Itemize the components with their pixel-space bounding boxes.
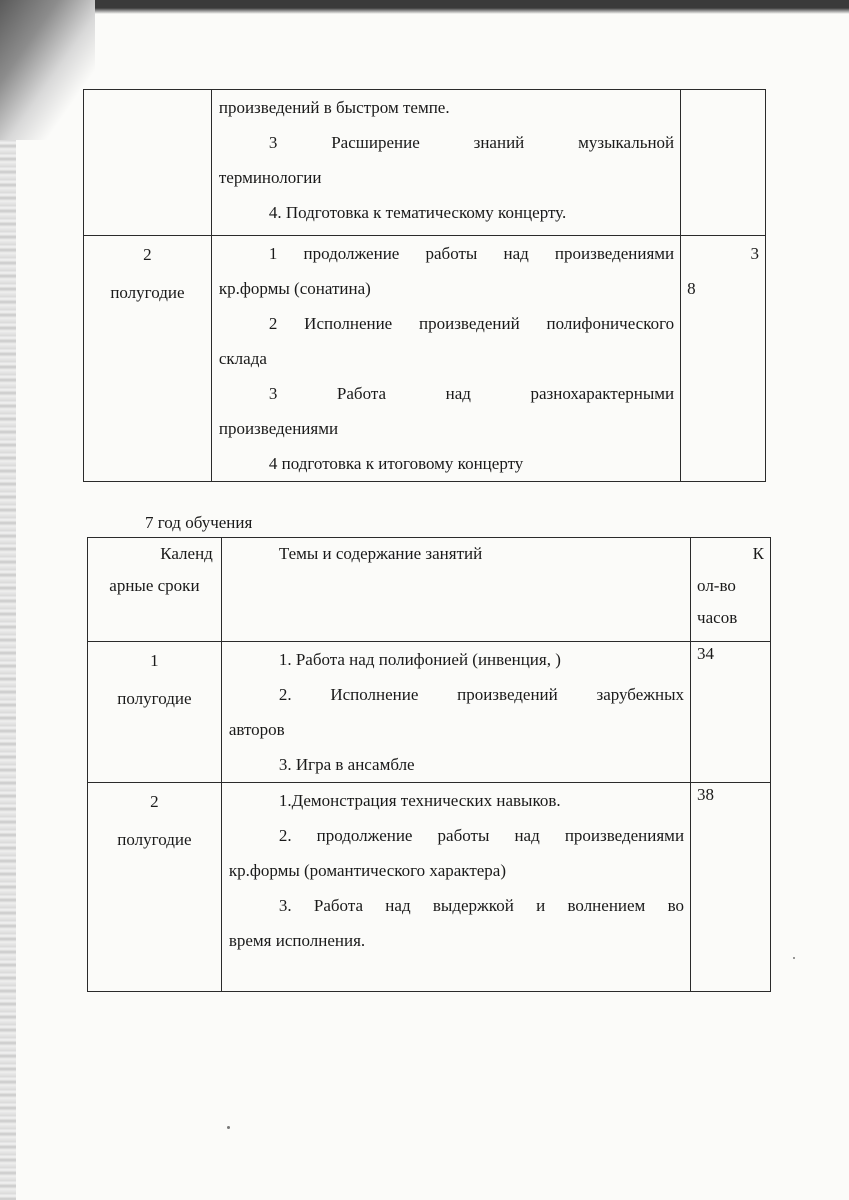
period-number: 2: [143, 245, 152, 264]
period-number: 2: [150, 792, 159, 811]
topic-line: 4 подготовка к итоговому концерту: [268, 454, 524, 473]
hours-cell: [681, 236, 766, 482]
period-cell: [84, 236, 212, 482]
topics-cell: [221, 642, 690, 783]
header-period-line: арные сроки: [109, 576, 200, 595]
schedule-table-continued: [83, 89, 766, 482]
topic-line: кр.формы (романтического характера): [228, 861, 507, 880]
topic-line: произведениями: [218, 419, 339, 438]
topic-line: склада: [218, 349, 267, 368]
topic-line: 4. Подготовка к тематическому концерту.: [268, 203, 567, 222]
topic-line: 1.Демонстрация технических навыков.: [278, 791, 561, 810]
header-hours-line: ол-во: [697, 576, 736, 595]
period-cell: [88, 783, 222, 992]
scan-speck: [227, 1126, 230, 1129]
period-label: полугодие: [117, 830, 192, 849]
hours-value: 38: [697, 785, 715, 804]
table-row: [88, 783, 771, 992]
topic-line: 3 Работа над разнохарактерными: [268, 384, 675, 403]
period-label: полугодие: [117, 689, 192, 708]
scan-speck: [793, 957, 795, 959]
header-period: [88, 538, 222, 642]
year-heading: 7 год обучения: [145, 513, 253, 532]
hours-digit: 3: [750, 244, 759, 263]
header-hours-line: часов: [697, 608, 738, 627]
table-header-row: [88, 538, 771, 642]
topic-line: 3 Расширение знаний музыкальной: [268, 133, 675, 152]
table-row: [88, 642, 771, 783]
topic-line: терминологии: [218, 168, 322, 187]
header-hours: [691, 538, 771, 642]
period-number: 1: [150, 651, 159, 670]
table-row: [84, 236, 766, 482]
topic-line: авторов: [228, 720, 285, 739]
topic-line: 2. продолжение работы над произведениями: [278, 826, 685, 845]
hours-value: 34: [697, 644, 715, 663]
topics-cell: [211, 236, 680, 482]
topic-line: произведений в быстром темпе.: [218, 98, 450, 117]
topic-line: 1. Работа над полифонией (инвенция, ): [278, 650, 561, 669]
topic-line: 1 продолжение работы над произведениями: [268, 244, 675, 263]
period-cell: [84, 90, 212, 236]
topic-line: кр.формы (сонатина): [218, 279, 371, 298]
period-cell: [88, 642, 222, 783]
table-row: [84, 90, 766, 236]
scan-edge-left: [0, 140, 16, 1200]
topic-line: 3. Игра в ансамбле: [278, 755, 415, 774]
hours-cell: [681, 90, 766, 236]
hours-cell: [691, 783, 771, 992]
topic-line: время исполнения.: [228, 931, 366, 950]
hours-digit: 8: [687, 279, 696, 298]
header-period-line: Календ: [160, 544, 213, 563]
header-hours-line: К: [752, 544, 764, 563]
topics-cell: [211, 90, 680, 236]
header-topics: [221, 538, 690, 642]
topic-line: 2. Исполнение произведений зарубежных: [278, 685, 685, 704]
header-topics-label: Темы и содержание занятий: [278, 544, 483, 563]
scan-shadow-corner: [0, 0, 95, 140]
schedule-table-year7: [87, 537, 771, 992]
topic-line: 3. Работа над выдержкой и волнением во: [278, 896, 685, 915]
period-label: полугодие: [110, 283, 185, 302]
topics-cell: [221, 783, 690, 992]
topic-line: 2 Исполнение произведений полифонического: [268, 314, 675, 333]
scan-edge-top: [0, 0, 849, 14]
hours-cell: [691, 642, 771, 783]
